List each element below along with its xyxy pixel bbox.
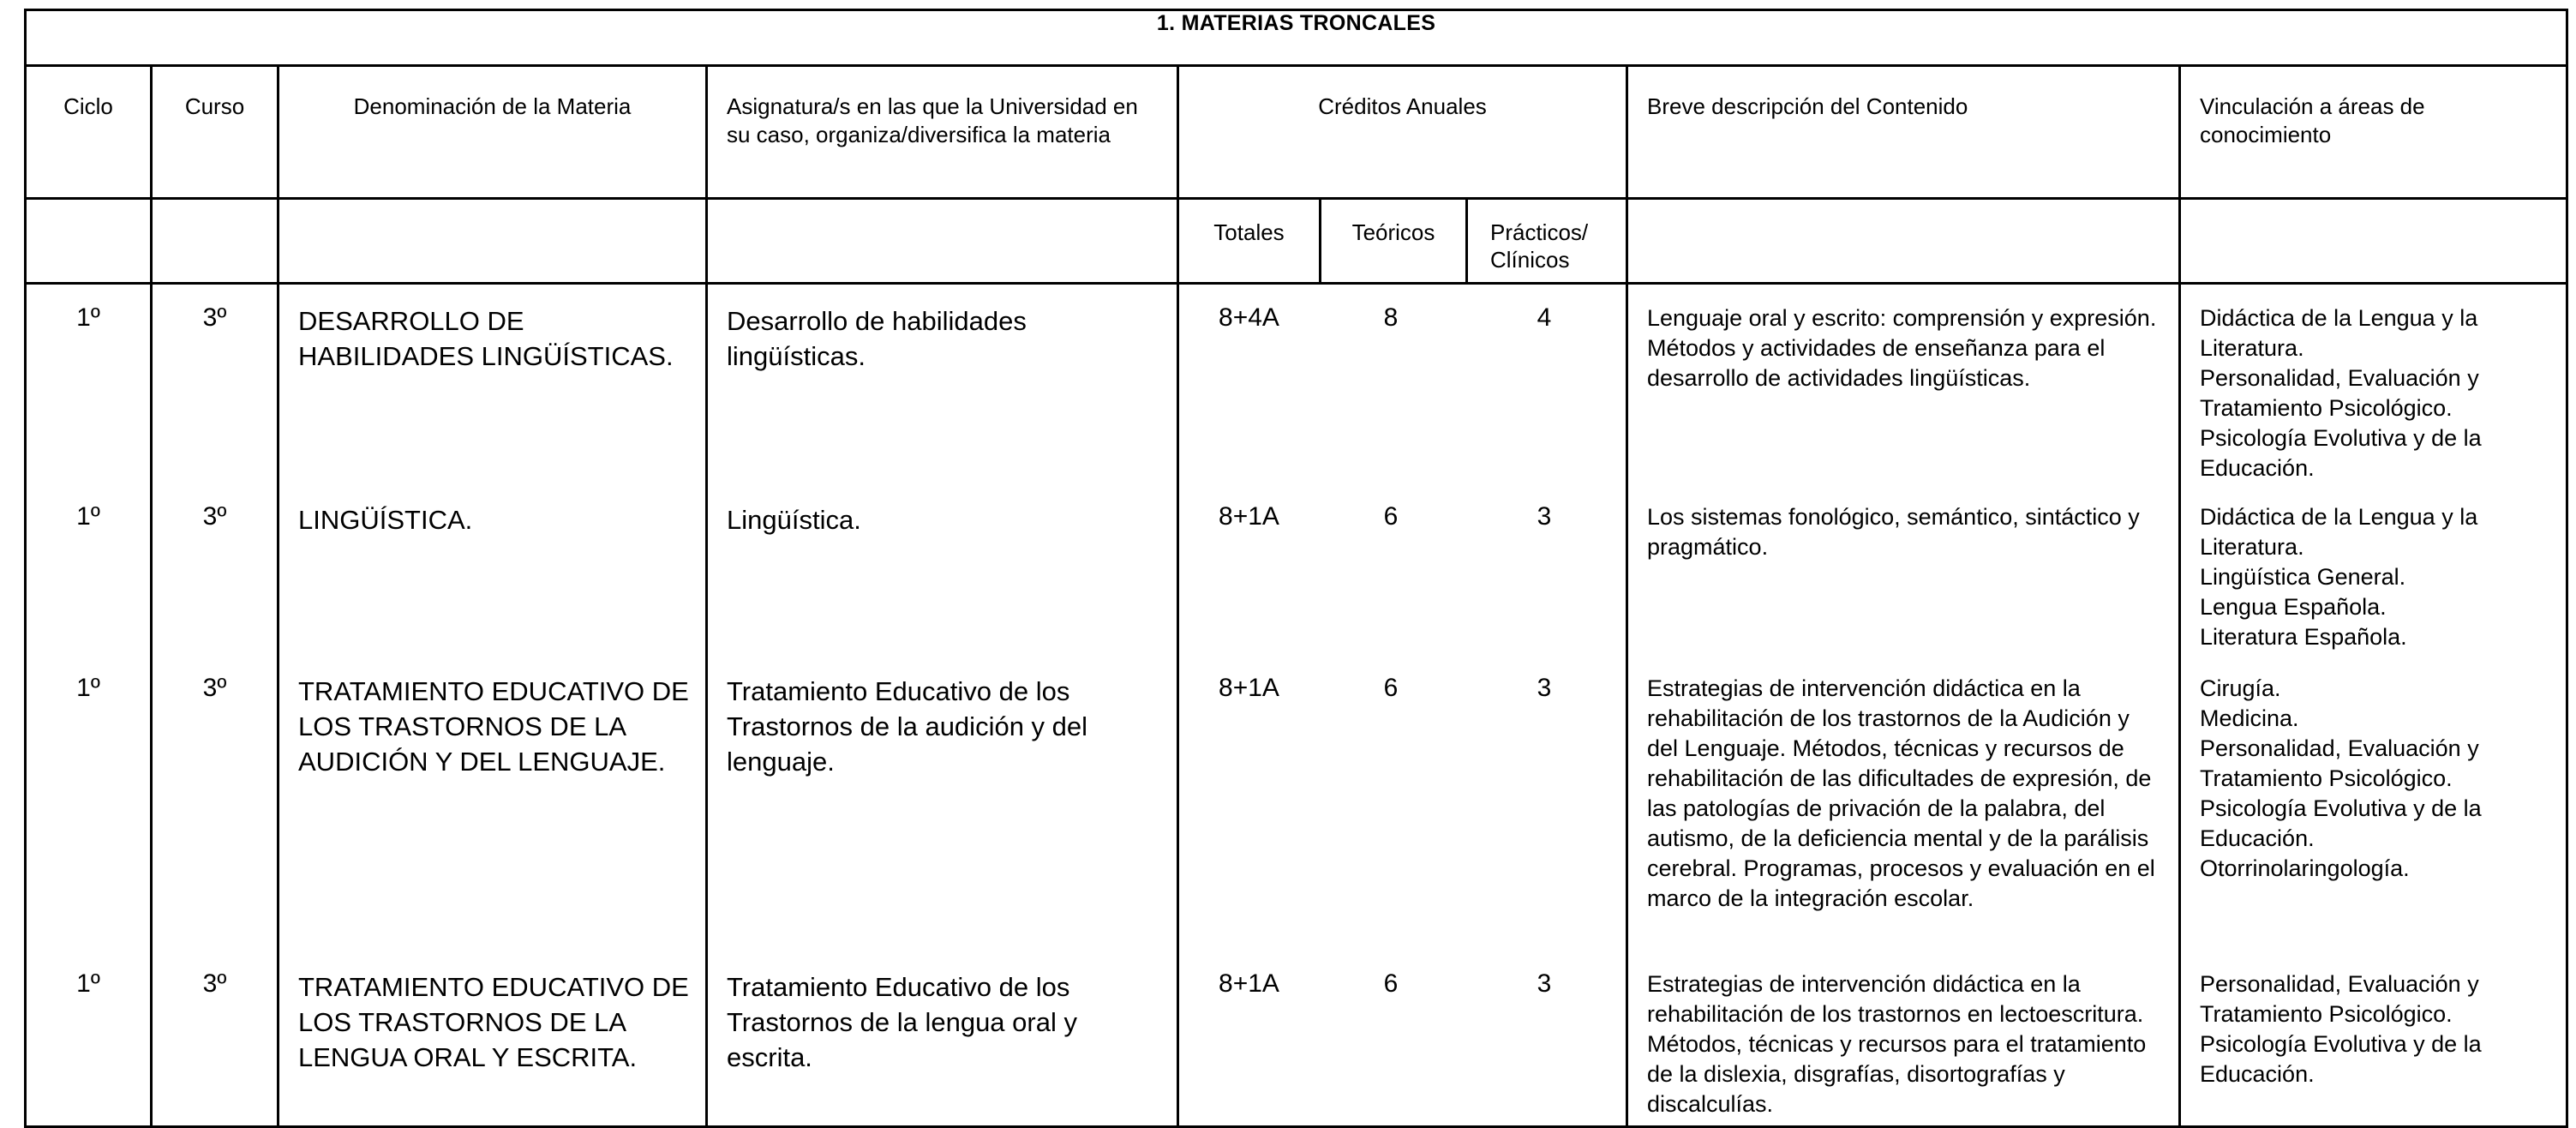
cell-materia: TRATAMIENTO EDUCATIVO DE LOS TRASTORNOS DE LA AUDICIÓN Y DEL LENGUAJE. bbox=[279, 655, 707, 951]
cell-curso: 3º bbox=[152, 951, 279, 1126]
header-curso: Curso bbox=[152, 66, 279, 199]
cell-descripcion: Estrategias de intervención didáctica en la rehabilitación de los trastornos de la Audición y del Lenguaje. Métodos, técnicas y recursos de rehabilitación de las dificultades de expresión, de las patologías de privación de la palabra, del autismo, de la deficiencia mental y de la parálisis cerebral. Programas, procesos y evaluación en el marco de la integración escolar. bbox=[1627, 655, 2180, 951]
cell-materia: TRATAMIENTO EDUCATIVO DE LOS TRASTORNOS DE LA LENGUA ORAL Y ESCRITA. bbox=[279, 951, 707, 1126]
header-ciclo: Ciclo bbox=[26, 66, 152, 199]
table-row bbox=[26, 483, 2567, 655]
cell-totales: 8+1A bbox=[1219, 674, 1279, 702]
cell-materia: DESARROLLO DE HABILIDADES LINGÜÍSTICAS. bbox=[279, 284, 707, 484]
header-creditos: Créditos Anuales bbox=[1178, 66, 1627, 199]
cell-ciclo: 1º bbox=[76, 674, 100, 702]
cell-asignatura: Lingüística. bbox=[707, 483, 1178, 655]
subheader-teoricos: Teóricos bbox=[1321, 200, 1468, 282]
cell-ciclo: 1º bbox=[76, 303, 100, 332]
cell-curso: 3º bbox=[152, 655, 279, 951]
cell-asignatura: Desarrollo de habilidades lingüísticas. bbox=[707, 284, 1178, 484]
document-page bbox=[24, 9, 2566, 1117]
cell-practicos: 3 bbox=[1537, 969, 1552, 998]
cell-creditos bbox=[1178, 655, 1627, 951]
header-vinculacion: Vinculación a áreas de conocimiento bbox=[2180, 66, 2567, 199]
vinculacion-area: Medicina. bbox=[2200, 705, 2299, 731]
subheader-totales: Totales bbox=[1179, 200, 1321, 282]
cell-vinculacion bbox=[2180, 483, 2567, 655]
cell-totales: 8+1A bbox=[1219, 502, 1279, 531]
table-row bbox=[26, 951, 2567, 1126]
vinculacion-area: Lingüística General. bbox=[2200, 564, 2406, 590]
cell-creditos bbox=[1178, 951, 1627, 1126]
vinculacion-area: Psicología Evolutiva y de la Educación. bbox=[2200, 1031, 2482, 1087]
vinculacion-area: Cirugía. bbox=[2200, 675, 2281, 701]
cell-totales: 8+1A bbox=[1219, 969, 1279, 998]
cell-descripcion: Los sistemas fonológico, semántico, sintáctico y pragmático. bbox=[1627, 483, 2180, 655]
table-title: 1. MATERIAS TRONCALES bbox=[26, 10, 2567, 66]
vinculacion-area: Literatura Española. bbox=[2200, 624, 2407, 650]
vinculacion-area: Didáctica de la Lengua y la Literatura. bbox=[2200, 305, 2478, 361]
cell-vinculacion bbox=[2180, 951, 2567, 1126]
table-row bbox=[26, 284, 2567, 484]
cell-practicos: 4 bbox=[1537, 303, 1552, 332]
vinculacion-area: Otorrinolaringología. bbox=[2200, 855, 2410, 881]
cell-vinculacion bbox=[2180, 284, 2567, 484]
cell-creditos bbox=[1178, 284, 1627, 484]
cell-asignatura: Tratamiento Educativo de los Trastornos de la lengua oral y escrita. bbox=[707, 951, 1178, 1126]
cell-descripcion: Estrategias de intervención didáctica en la rehabilitación de los trastornos en lectoescritura. Métodos, técnicas y recursos para el tratamiento de la dislexia, disgrafías, disortografías y discalculías. bbox=[1627, 951, 2180, 1126]
vinculacion-area: Psicología Evolutiva y de la Educación. bbox=[2200, 795, 2482, 851]
cell-totales: 8+4A bbox=[1219, 303, 1279, 332]
cell-vinculacion bbox=[2180, 655, 2567, 951]
cell-materia: LINGÜÍSTICA. bbox=[279, 483, 707, 655]
cell-curso: 3º bbox=[152, 284, 279, 484]
table-row bbox=[26, 655, 2567, 951]
cell-teoricos: 6 bbox=[1383, 969, 1399, 998]
vinculacion-area: Didáctica de la Lengua y la Literatura. bbox=[2200, 504, 2478, 560]
cell-practicos: 3 bbox=[1537, 502, 1552, 531]
cell-teoricos: 6 bbox=[1383, 502, 1399, 531]
cell-ciclo: 1º bbox=[76, 969, 100, 998]
cell-descripcion: Lenguaje oral y escrito: comprensión y expresión. Métodos y actividades de enseñanza para el desarrollo de actividades lingüísticas. bbox=[1627, 284, 2180, 484]
cell-asignatura: Tratamiento Educativo de los Trastornos de la audición y del lenguaje. bbox=[707, 655, 1178, 951]
materias-troncales-table bbox=[24, 9, 2568, 1128]
cell-practicos: 3 bbox=[1537, 674, 1552, 702]
header-materia: Denominación de la Materia bbox=[279, 66, 707, 199]
vinculacion-area: Personalidad, Evaluación y Tratamiento Psicológico. bbox=[2200, 735, 2479, 791]
vinculacion-area: Psicología Evolutiva y de la Educación. bbox=[2200, 425, 2482, 481]
header-asignatura: Asignatura/s en las que la Universidad en su caso, organiza/diversifica la materia bbox=[707, 66, 1178, 199]
cell-teoricos: 8 bbox=[1383, 303, 1399, 332]
cell-teoricos: 6 bbox=[1383, 674, 1399, 702]
cell-ciclo: 1º bbox=[76, 502, 100, 531]
cell-curso: 3º bbox=[152, 483, 279, 655]
header-descripcion: Breve descripción del Contenido bbox=[1627, 66, 2180, 199]
vinculacion-area: Personalidad, Evaluación y Tratamiento Psicológico. bbox=[2200, 971, 2479, 1027]
subheader-practicos: Prácticos/ Clínicos bbox=[1490, 219, 1589, 273]
vinculacion-area: Lengua Española. bbox=[2200, 594, 2387, 620]
cell-creditos bbox=[1178, 483, 1627, 655]
vinculacion-area: Personalidad, Evaluación y Tratamiento Psicológico. bbox=[2200, 365, 2479, 421]
